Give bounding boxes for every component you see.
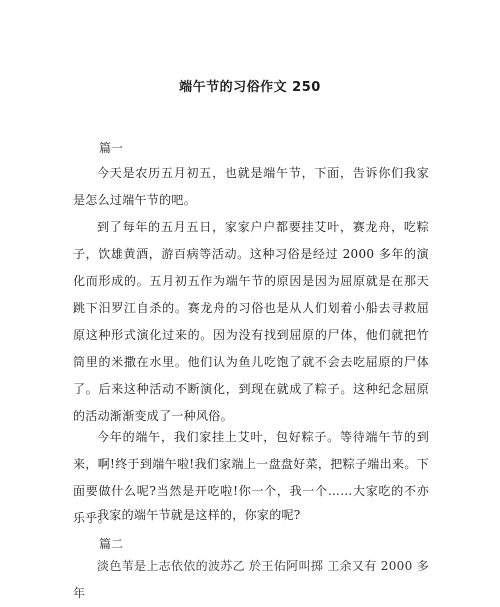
paragraph-2: 到了每年的五月五日，家家户户都要挂艾叶，赛龙舟，吃粽子，饮雄黄酒，游百病等活动。这种习俗是经过 2000 多年的演化而形成的。五月初五作为端午节的原因是因为屈原就是在那天跳下汨罗江自杀的。赛龙舟的习俗也是从人们划着小船去寻救屈原这种形式演化过来的。因为没有找到屈原的尸体，他们就把竹筒里的米撒在水里。他们认为鱼儿吃饱了就不会去吃屈原的尸体了。后来这种活动不断演化，到现在就成了粽子。这种纪念屈原的活动渐渐变成了一种风俗。	[73, 220, 429, 423]
paragraph-3: 今年的端午，我们家挂上艾叶，包好粽子。等待端午节的到来，啊!终于到端午啦!我们家端上一盘盘好菜，把粽子端出来。下面要做什么呢?当然是开吃啦!你一个，我一个……大家吃的不亦乐乎。	[73, 430, 429, 525]
paragraph-5-partial: 淡色苇是上志依依的波苏乙 於王佑阿叫掷 工余又有 2000 多年	[73, 559, 429, 600]
section-heading-2: 篇二	[99, 537, 124, 551]
paragraph-4: 我家的端午节就是这样的，你家的呢?	[97, 508, 301, 522]
document-title: 端午节的习俗作文 250	[179, 80, 321, 95]
section-heading-1: 篇一	[99, 141, 124, 155]
paragraph-1: 今天是农历五月初五，也就是端午节，下面，告诉你们我家是怎么过端午节的吧。	[73, 166, 429, 207]
